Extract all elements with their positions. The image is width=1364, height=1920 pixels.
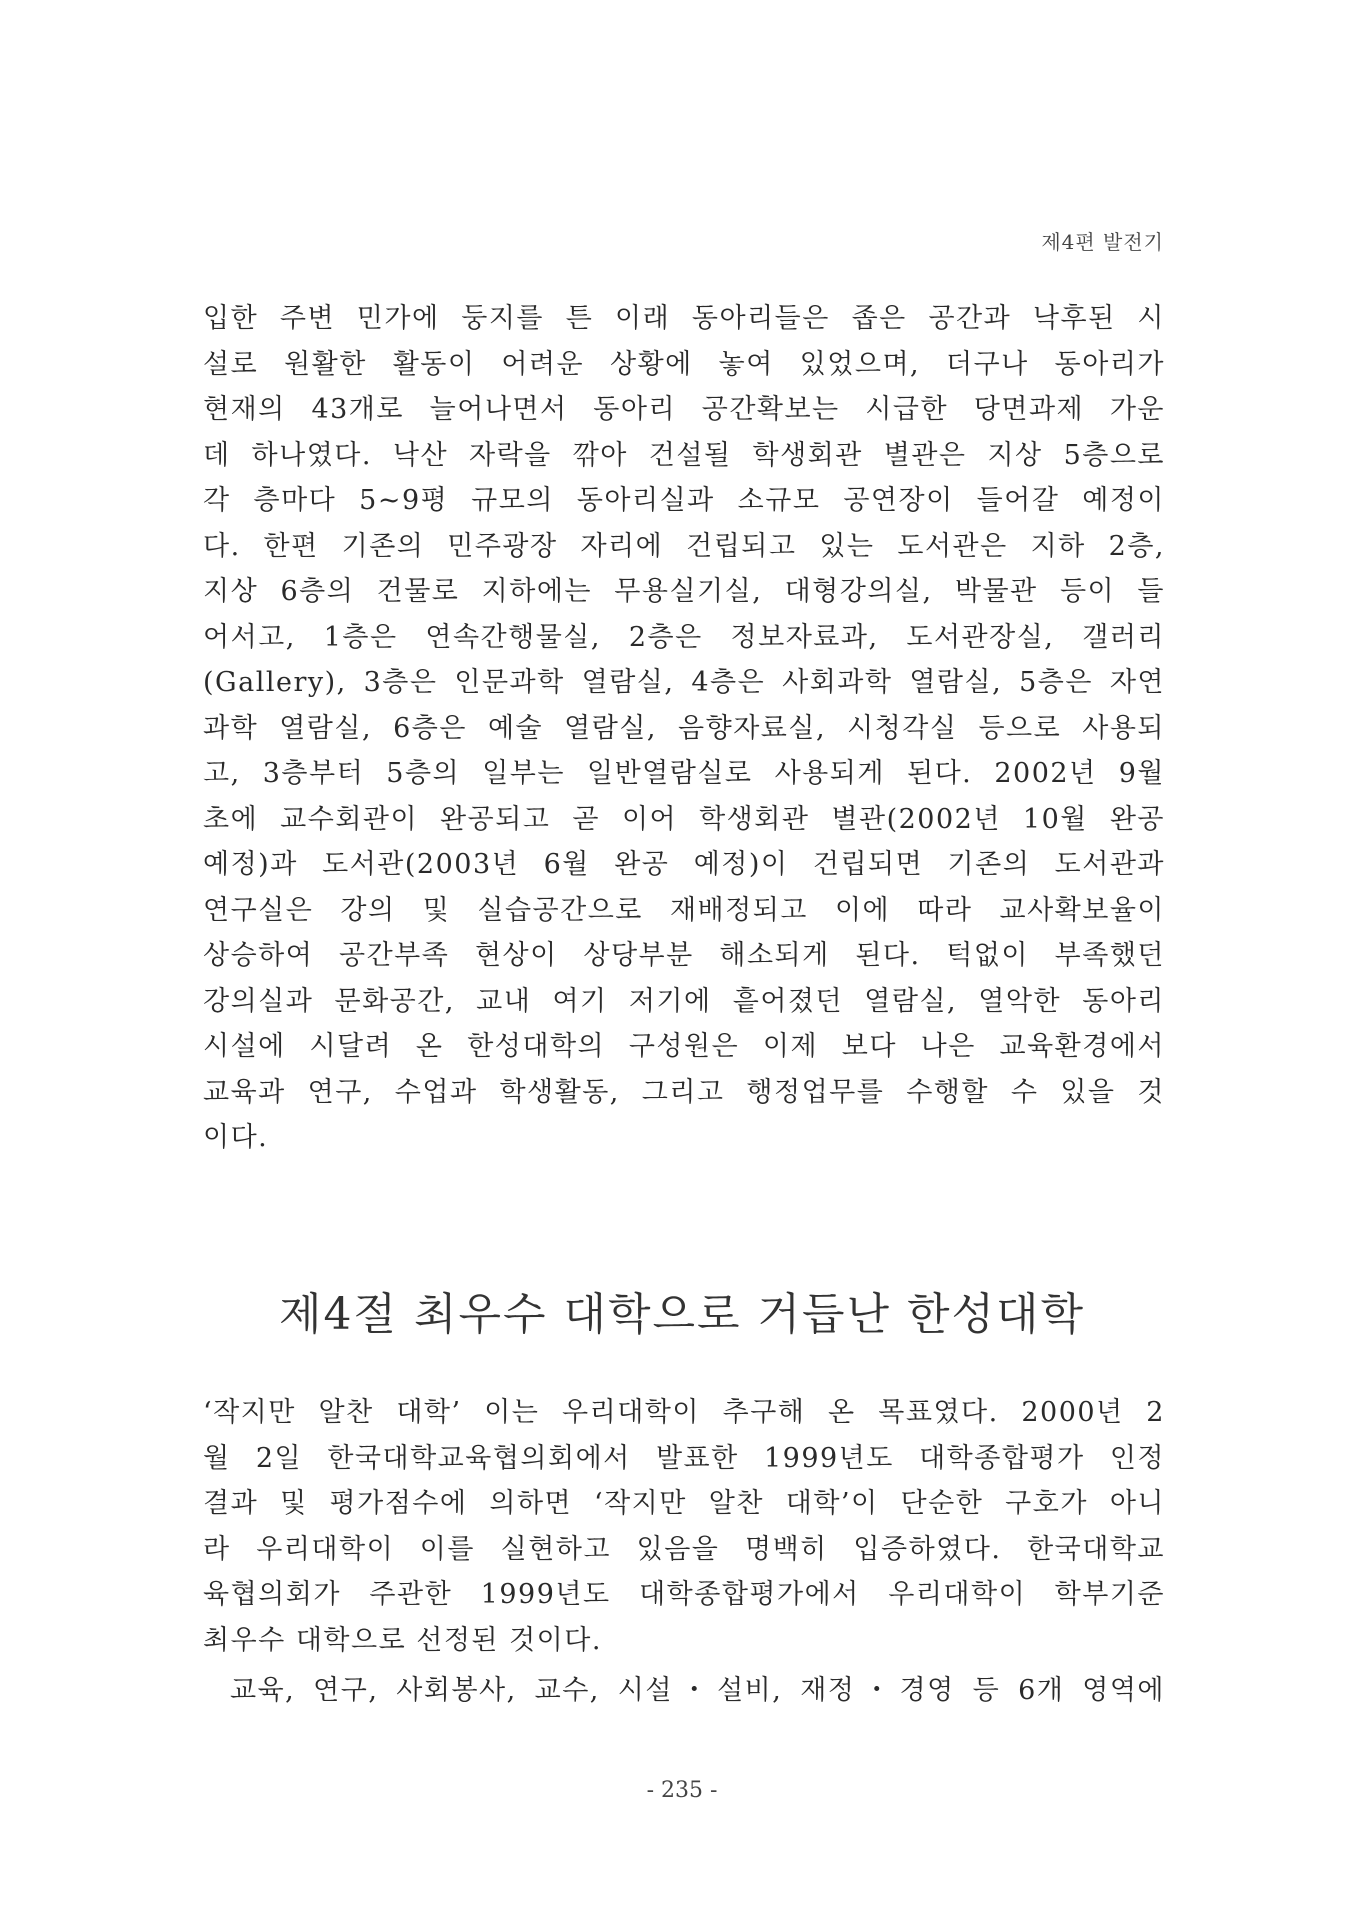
text-line: 과학 열람실, 6층은 예술 열람실, 음향자료실, 시청각실 등으로 사용되 [203,712,1165,744]
running-header: 제4편 발전기 [1041,230,1164,254]
text-line: 상승하여 공간부족 현상이 상당부분 해소되게 된다. 턱없이 부족했던 [203,940,1165,971]
text-line: 설로 원활한 활동이 어려운 상황에 놓여 있었으며, 더구나 동아리가 [203,348,1165,380]
text-line: 현재의 43개로 늘어나면서 동아리 공간확보는 시급한 당면과제 가운 [203,394,1165,425]
body-paragraph-2 [203,1390,1165,1663]
text-line: 최우수 대학으로 선정된 것이다. [203,1624,602,1656]
text-line: 지상 6층의 건물로 지하에는 무용실기실, 대형강의실, 박물관 등이 들 [203,576,1165,607]
page-number: - 235 - [646,1778,718,1803]
text-line: 예정)과 도서관(2003년 6월 완공 예정)이 건립되면 기존의 도서관과 [203,849,1165,880]
text-line: 고, 3층부터 5층의 일부는 일반열람실로 사용되게 된다. 2002년 9월 [203,758,1165,789]
text-line: 교육과 연구, 수업과 학생활동, 그리고 행정업무를 수행할 수 있을 것 [203,1076,1165,1108]
body-paragraph-1 [203,296,1165,1161]
text-line: 연구실은 강의 및 실습공간으로 재배정되고 이에 따라 교사확보율이 [203,894,1165,926]
text-line: 이다. [203,1122,269,1153]
text-line: 육협의회가 주관한 1999년도 대학종합평가에서 우리대학이 학부기준 [203,1579,1165,1610]
text-line: 어서고, 1층은 연속간행물실, 2층은 정보자료과, 도서관장실, 갤러리 [203,621,1165,653]
section-title: 제4절 최우수 대학으로 거듭난 한성대학 [278,1289,1085,1340]
text-line: (Gallery), 3층은 인문과학 열람실, 4층은 사회과학 열람실, 5층은 자연 [203,667,1165,698]
text-line: 다. 한편 기존의 민주광장 자리에 건립되고 있는 도서관은 지하 2층, [203,530,1165,562]
text-line: 초에 교수회관이 완공되고 곧 이어 학생회관 별관(2002년 10월 완공 [203,803,1165,835]
text-line: ‘작지만 알찬 대학’ 이는 우리대학이 추구해 온 목표였다. 2000년 2 [203,1397,1165,1428]
text-line: 교육, 연구, 사회봉사, 교수, 시설・설비, 재정・경영 등 6개 영역에 [230,1675,1165,1706]
text-line: 시설에 시달려 온 한성대학의 구성원은 이제 보다 나은 교육환경에서 [203,1031,1165,1062]
text-line: 입한 주변 민가에 둥지를 튼 이래 동아리들은 좁은 공간과 낙후된 시 [203,303,1165,334]
text-line: 라 우리대학이 이를 실현하고 있음을 명백히 입증하였다. 한국대학교 [203,1533,1165,1565]
body-paragraph-3 [203,1668,1165,1714]
text-line: 강의실과 문화공간, 교내 여기 저기에 흩어졌던 열람실, 열악한 동아리 [203,985,1165,1017]
text-line: 결과 및 평가점수에 의하면 ‘작지만 알찬 대학’이 단순한 구호가 아니 [203,1488,1165,1519]
text-line: 데 하나였다. 낙산 자락을 깎아 건설될 학생회관 별관은 지상 5층으로 [203,439,1165,471]
text-line: 각 층마다 5~9평 규모의 동아리실과 소규모 공연장이 들어갈 예정이 [203,485,1165,516]
text-line: 월 2일 한국대학교육협의회에서 발표한 1999년도 대학종합평가 인정 [203,1442,1165,1474]
